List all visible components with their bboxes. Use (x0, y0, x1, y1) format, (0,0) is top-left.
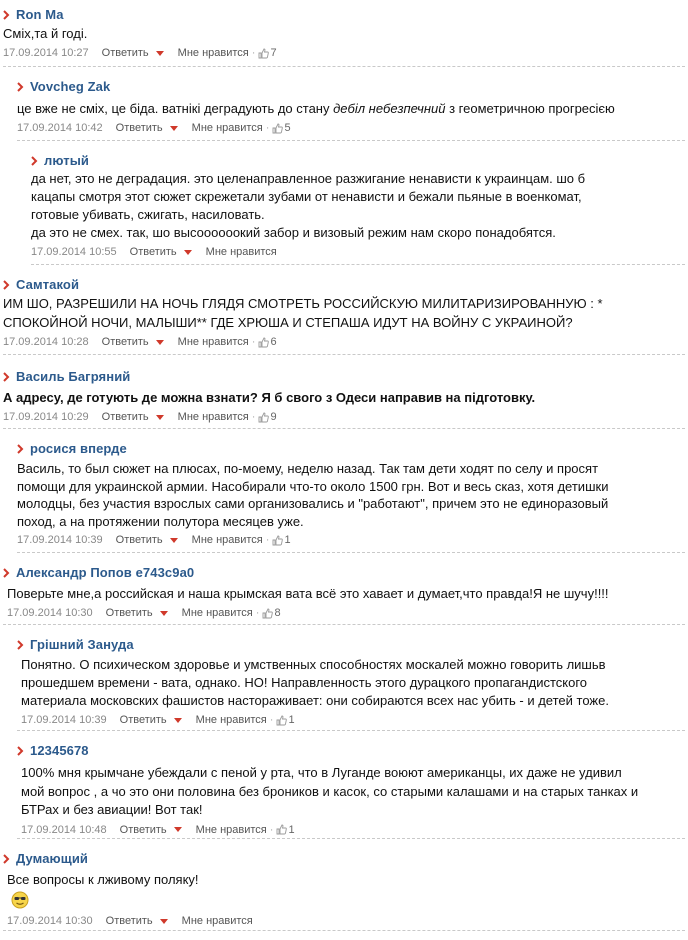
arrow-right-icon (3, 568, 10, 578)
comment-header (3, 4, 685, 24)
like-link[interactable]: Мне нравится (195, 714, 267, 726)
like-count: 1 (288, 823, 295, 836)
like-count: 6 (270, 336, 277, 348)
like-count: 9 (270, 411, 277, 423)
caret-down-icon[interactable] (156, 51, 164, 56)
like-link[interactable]: Мне нравится (181, 915, 253, 927)
comment (17, 634, 685, 731)
reply-link[interactable]: Ответить (129, 246, 177, 258)
comment-author[interactable]: лютый (44, 152, 89, 168)
reply-link[interactable]: Ответить (101, 336, 149, 348)
comment-meta (3, 43, 685, 63)
reply-link[interactable]: Ответить (105, 915, 153, 927)
comment-author[interactable]: Думающий (16, 850, 89, 866)
caret-down-icon[interactable] (160, 611, 168, 616)
like-link[interactable]: Мне нравится (195, 823, 267, 836)
comment-text: це вже не сміх, це біда. ватнікі деградують до стану дебіл небезпечний з геометричною прогресією (17, 101, 615, 116)
comment-text: 100% мня крымчане убеждали с пеной у рта, что в Луганде воюют американцы, их даже не удивил мой вопрос , а чо это они половина без броников и касок, со старыми калашами и на старых танках и БТРах и без авиации! Вот так! (21, 765, 639, 817)
caret-down-icon[interactable] (160, 919, 168, 924)
comment-text: Сміх,та й годі. (3, 26, 88, 41)
comment-header (3, 848, 685, 868)
comment-text: Все вопросы к лживому поляку! (7, 870, 685, 911)
comment-author[interactable]: Александр Попов е743с9а0 (16, 564, 195, 580)
separator-dot: · (269, 714, 274, 726)
comment-date: 17.09.2014 10:39 (21, 714, 107, 726)
separator-dot: · (255, 607, 260, 619)
like-link[interactable]: Мне нравится (191, 122, 263, 134)
comment (3, 4, 685, 67)
arrow-right-icon (3, 10, 10, 20)
comment-header (31, 150, 685, 170)
comment-date: 17.09.2014 10:30 (7, 915, 93, 927)
thumbs-up-icon[interactable] (276, 715, 287, 726)
reply-link[interactable]: Ответить (119, 714, 167, 726)
caret-down-icon[interactable] (170, 126, 178, 131)
separator-dot: · (269, 823, 274, 836)
arrow-right-icon (3, 280, 10, 290)
comment-author[interactable]: росися вперде (30, 440, 127, 456)
reply-link[interactable]: Ответить (115, 534, 163, 546)
caret-down-icon[interactable] (170, 538, 178, 543)
like-link[interactable]: Мне нравится (181, 607, 253, 619)
reply-link[interactable]: Ответить (105, 607, 153, 619)
separator-dot: · (251, 336, 256, 348)
like-link[interactable]: Мне нравится (205, 246, 277, 258)
sunglasses-smiley-icon (11, 891, 29, 909)
reply-link[interactable]: Ответить (115, 122, 163, 134)
reply-link[interactable]: Ответить (119, 823, 167, 836)
comment-meta (17, 118, 685, 138)
comment-meta (3, 332, 685, 352)
separator-dot: · (251, 47, 256, 59)
reply-link[interactable]: Ответить (101, 47, 149, 59)
like-count: 8 (274, 607, 281, 619)
comment-meta (21, 820, 685, 840)
comment-header (17, 740, 685, 760)
comment-header (17, 634, 685, 654)
comment-header (3, 562, 685, 582)
arrow-right-icon (17, 640, 24, 650)
like-count: 1 (284, 534, 291, 546)
arrow-right-icon (17, 746, 24, 756)
comment (3, 848, 685, 931)
comment-date: 17.09.2014 10:30 (7, 607, 93, 619)
separator-dot: · (265, 534, 270, 546)
comment-date: 17.09.2014 10:28 (3, 336, 89, 348)
comment (17, 740, 685, 839)
arrow-right-icon (3, 854, 10, 864)
comment-date: 17.09.2014 10:55 (31, 246, 117, 258)
thumbs-up-icon[interactable] (262, 608, 273, 619)
thumbs-up-icon[interactable] (272, 123, 283, 134)
arrow-right-icon (3, 372, 10, 382)
arrow-right-icon (31, 156, 38, 166)
like-count: 1 (288, 714, 295, 726)
comment-meta (3, 407, 685, 427)
comment-text: Понятно. О психическом здоровье и умственных способностях москалей можно говорить лишьв прошедшем времени - вата, однако. НО! Направленность этого дурацкого пропагандистского материала московских фашистов настораживает: они собираются всех нас убить - и детей тоже. (21, 657, 609, 708)
caret-down-icon[interactable] (184, 250, 192, 255)
comment-meta (7, 911, 685, 931)
separator-dot: · (251, 411, 256, 423)
comment (3, 274, 685, 355)
like-count: 5 (284, 122, 291, 134)
caret-down-icon[interactable] (174, 827, 182, 832)
like-link[interactable]: Мне нравится (177, 411, 249, 423)
like-link[interactable]: Мне нравится (191, 534, 263, 546)
thumbs-up-icon[interactable] (258, 48, 269, 59)
comment-header (17, 438, 685, 458)
like-link[interactable]: Мне нравится (177, 47, 249, 59)
thumbs-up-icon[interactable] (272, 535, 283, 546)
caret-down-icon[interactable] (156, 415, 164, 420)
thumbs-up-icon[interactable] (258, 412, 269, 423)
like-count: 7 (270, 47, 277, 59)
comment-text: А адресу, де готують де можна взнати? Я б свого з Одеси направив на підготовку. (3, 390, 536, 405)
thumbs-up-icon[interactable] (276, 824, 287, 835)
comment (17, 438, 685, 553)
comment-meta (17, 530, 685, 550)
reply-link[interactable]: Ответить (101, 411, 149, 423)
comment (17, 76, 685, 141)
comment-text: да нет, это не деградация. это целенаправленное разжигание ненависти к украинцам. шо б кацапы смотря этот сюжет скрежетали зубами от ненависти и бежали пьяные в военкомат, готовые убивать, сжигать, насиловать. да это не смех. так, шо высоооооокий забор и визовый режим нам скоро понадобятся. (31, 171, 586, 240)
comment-author[interactable]: Vovcheg Zak (30, 78, 111, 94)
comment-meta (21, 710, 685, 730)
comment-meta (7, 603, 685, 623)
comment-header (3, 366, 685, 386)
comment (3, 366, 685, 429)
comment-date: 17.09.2014 10:42 (17, 122, 103, 134)
comment-author[interactable]: Самтакой (16, 276, 80, 292)
comment-date: 17.09.2014 10:29 (3, 411, 89, 423)
separator-dot: · (265, 122, 270, 134)
comment (31, 150, 685, 265)
like-link[interactable]: Мне нравится (177, 336, 249, 348)
comment-date: 17.09.2014 10:48 (21, 823, 107, 836)
comment-meta (31, 242, 685, 262)
arrow-right-icon (17, 444, 24, 454)
comment-author[interactable]: Василь Багряний (16, 368, 131, 384)
arrow-right-icon (17, 82, 24, 92)
comment-header (3, 274, 685, 294)
comment-text: Поверьте мне,а российская и наша крымская вата всё это хавает и думает,что правда!Я не шучу!!!! (7, 586, 609, 601)
comment-text: Василь, то был сюжет на плюсах, по-моему, неделю назад. Так там дети ходят по селу и просят помощи для украинской армии. Насобирали что-то около 1500 грн. Вот и весь сказ, хотя детишки молодцы, без участия взрослых сами организовались и "работают", причем это не единоразовый поход, а на протяжении полутора месяцев уже. (17, 461, 609, 529)
comment-date: 17.09.2014 10:27 (3, 47, 89, 59)
caret-down-icon[interactable] (174, 718, 182, 723)
thumbs-up-icon[interactable] (258, 337, 269, 348)
comment-date: 17.09.2014 10:39 (17, 534, 103, 546)
caret-down-icon[interactable] (156, 340, 164, 345)
comment-text: ИМ ШО, РАЗРЕШИЛИ НА НОЧЬ ГЛЯДЯ СМОТРЕТЬ РОССИЙСКУЮ МИЛИТАРИЗИРОВАННУЮ : * СПОКОЙНОЙ НОЧИ, МАЛЫШИ** ГДЕ ХРЮША И СТЕПАША ИДУТ НА ВОЙНУ С УКРАИНОЙ? (3, 296, 603, 330)
comment (3, 562, 685, 625)
comment-author[interactable]: 12345678 (30, 742, 89, 758)
comment-author[interactable]: Грішний Зануда (30, 636, 134, 652)
comment-author[interactable]: Ron Ma (16, 6, 64, 22)
comment-header (17, 76, 685, 96)
